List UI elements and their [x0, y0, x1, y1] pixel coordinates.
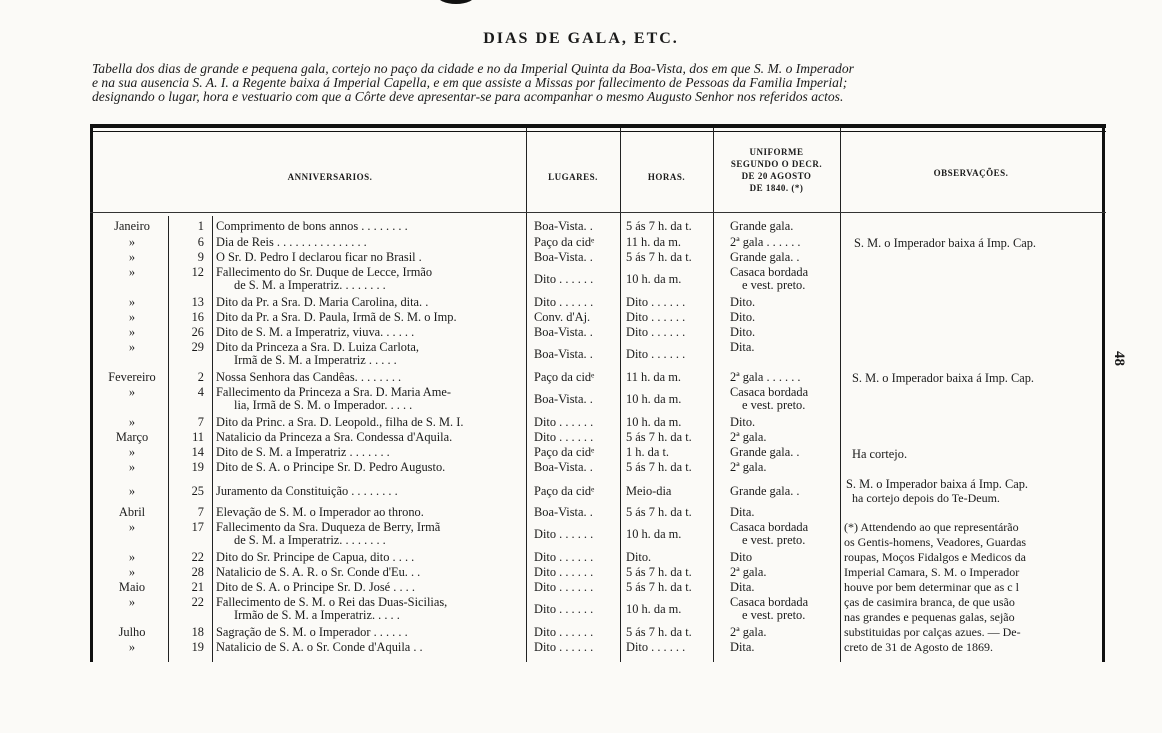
table-place: Dito . . . . . .	[534, 415, 594, 429]
table-description: Dito da Princ. a Sra. D. Leopold., filha de S. M. I.	[216, 415, 464, 429]
table-place: Dito . . . . . .	[534, 295, 594, 309]
table-uniform: 2ª gala . . . . . .	[730, 370, 801, 384]
decree-note-line: houve por bem determinar que as c l	[844, 580, 1019, 594]
table-place: Boa-Vista. .	[534, 392, 593, 406]
table-day: 12	[191, 265, 204, 279]
decree-note-line: os Gentis-homens, Veadores, Guardas	[844, 535, 1027, 549]
table-day: 7	[197, 505, 204, 519]
header-places: LUGARES.	[548, 172, 598, 182]
table-day: 1	[197, 219, 204, 233]
table-hour: 5 ás 7 h. da t.	[626, 505, 692, 519]
table-hour: 1 h. da t.	[626, 445, 670, 459]
table-month: »	[128, 460, 136, 474]
table-uniform: 2ª gala.	[730, 460, 767, 474]
gala-table	[90, 124, 1106, 662]
table-uniform: Grande gala.	[730, 219, 794, 233]
table-uniform: Dito.	[730, 310, 756, 324]
table-uniform: Grande gala. .	[730, 250, 800, 264]
table-day: 11	[192, 430, 204, 444]
table-uniform: Dita.	[730, 640, 755, 654]
table-description: Fallecimento da Sra. Duqueza de Berry, Irmã	[216, 520, 441, 534]
table-day: 22	[191, 595, 204, 609]
table-description-cont: Irmão de S. M. a Imperatriz. . . . .	[234, 608, 400, 622]
column-divider	[526, 128, 527, 662]
table-uniform: 2ª gala . . . . . .	[730, 235, 801, 249]
table-description: Natalicio de S. A. R. o Sr. Conde d'Eu. . .	[216, 565, 421, 579]
table-uniform: Dita.	[730, 505, 755, 519]
table-day: 16	[191, 310, 204, 324]
table-description-cont: de S. M. a Imperatriz. . . . . . . .	[234, 533, 386, 547]
table-description: Nossa Senhora das Candêas. . . . . . . .	[216, 370, 402, 384]
table-place: Dito . . . . . .	[534, 580, 594, 594]
decree-note-line: creto de 31 de Agosto de 1869.	[844, 640, 993, 654]
table-hour: 10 h. da m.	[626, 415, 682, 429]
table-uniform: Casaca bordada	[730, 265, 809, 279]
table-hour: 10 h. da m.	[626, 392, 682, 406]
header-uniform-line: UNIFORME	[749, 147, 804, 157]
column-divider	[620, 128, 621, 662]
table-day: 13	[191, 295, 204, 309]
header-observations: OBSERVAÇÕES.	[933, 168, 1009, 178]
table-place: Dito . . . . . .	[534, 527, 594, 541]
header-rule	[90, 212, 1106, 213]
table-month: »	[128, 295, 136, 309]
table-hour: Dito . . . . . .	[626, 640, 686, 654]
table-place: Dito . . . . . .	[534, 625, 594, 639]
table-day: 26	[191, 325, 204, 339]
table-month: »	[128, 595, 136, 609]
table-hour: 11 h. da m.	[626, 235, 681, 249]
table-place: Dito . . . . . .	[534, 602, 594, 616]
observation: ha cortejo depois do Te-Deum.	[852, 491, 1000, 505]
table-month: Março	[115, 430, 149, 444]
column-divider	[212, 216, 213, 662]
table-month: Maio	[118, 580, 146, 594]
table-month: »	[128, 310, 136, 324]
table-day: 14	[191, 445, 204, 459]
intro-line: Tabella dos dias de grande e pequena gala, cortejo no paço da cidade e no da Imperial Quinta da Boa-Vista, dos em que S. M. o Imperador	[92, 61, 854, 76]
table-description: Dito de S. A. o Principe Sr. D. José . . . .	[216, 580, 415, 594]
table-month: »	[128, 415, 136, 429]
table-uniform: Dito.	[730, 415, 756, 429]
table-hour: Dito . . . . . .	[626, 295, 686, 309]
observation: S. M. o Imperador baixa á Imp. Cap.	[846, 477, 1029, 491]
table-place: Boa-Vista. .	[534, 250, 593, 264]
decree-note-line: nas grandes e pequenas galas, sejão	[844, 610, 1015, 624]
table-day: 6	[197, 235, 204, 249]
table-uniform: Grande gala. .	[730, 484, 800, 498]
table-description: Dito de S. A. o Principe Sr. D. Pedro Augusto.	[216, 460, 446, 474]
table-month: Fevereiro	[108, 370, 156, 384]
table-hour: Dito.	[626, 550, 652, 564]
decree-note-line: (*) Attendendo ao que representárão	[844, 520, 1019, 534]
table-place: Paço da cidᵉ	[534, 445, 595, 459]
table-description: Dia de Reis . . . . . . . . . . . . . . .	[216, 235, 367, 249]
table-hour: 5 ás 7 h. da t.	[626, 580, 692, 594]
table-month: Janeiro	[114, 219, 150, 233]
table-place: Dito . . . . . .	[534, 565, 594, 579]
table-uniform: 2ª gala.	[730, 565, 767, 579]
decree-note-line: roupas, Moços Fidalgos e Medicos da	[844, 550, 1026, 564]
table-day: 7	[197, 415, 204, 429]
table-day: 22	[191, 550, 204, 564]
table-uniform: Dita.	[730, 580, 755, 594]
table-description: Dito da Pr. a Sra. D. Maria Carolina, dita. .	[216, 295, 429, 309]
table-place: Boa-Vista. .	[534, 460, 593, 474]
table-border-right	[1102, 128, 1105, 662]
table-hour: 5 ás 7 h. da t.	[626, 625, 692, 639]
table-description: Elevação de S. M. o Imperador ao throno.	[216, 505, 424, 519]
table-month: »	[128, 265, 136, 279]
table-description-cont: de S. M. a Imperatriz. . . . . . . .	[234, 278, 386, 292]
table-day: 19	[191, 640, 204, 654]
table-hour: Dito . . . . . .	[626, 325, 686, 339]
table-hour: 5 ás 7 h. da t.	[626, 565, 692, 579]
header-hours: HORAS.	[647, 172, 686, 182]
table-border-left	[90, 128, 93, 662]
table-uniform: 2ª gala.	[730, 625, 767, 639]
table-description: Dito de S. M. a Imperatriz . . . . . . .	[216, 445, 390, 459]
table-uniform: Grande gala. .	[730, 445, 800, 459]
table-description: Juramento da Constituição . . . . . . . .	[216, 484, 398, 498]
table-uniform: Dita.	[730, 340, 755, 354]
table-description: Sagração de S. M. o Imperador . . . . . .	[216, 625, 408, 639]
table-hour: 5 ás 7 h. da t.	[626, 460, 692, 474]
table-description: Fallecimento do Sr. Duque de Lecce, Irmão	[216, 265, 433, 279]
intro-paragraph	[92, 62, 1122, 104]
table-place: Paço da cidᵉ	[534, 235, 595, 249]
header-uniform-line: SEGUNDO O DECR.	[730, 159, 823, 169]
table-day: 21	[191, 580, 204, 594]
table-day: 2	[197, 370, 204, 384]
table-hour: 10 h. da m.	[626, 527, 682, 541]
table-place: Dito . . . . . .	[534, 272, 594, 286]
column-divider	[840, 128, 841, 662]
observation: S. M. o Imperador baixa á Imp. Cap.	[852, 371, 1035, 385]
table-month: »	[128, 445, 136, 459]
table-hour: Dito . . . . . .	[626, 347, 686, 361]
table-description: Dito do Sr. Principe de Capua, dito . . . .	[216, 550, 415, 564]
table-day: 28	[191, 565, 204, 579]
table-description: Natalicio da Princeza a Sra. Condessa d'Aquila.	[216, 430, 453, 444]
page-title: DIAS DE GALA, ETC.	[483, 30, 679, 47]
table-hour: Meio-dia	[626, 484, 672, 498]
table-uniform: Casaca bordada	[730, 520, 809, 534]
ink-blot	[436, 0, 476, 4]
table-hour: 10 h. da m.	[626, 272, 682, 286]
table-description: Natalicio de S. A. o Sr. Conde d'Aquila . .	[216, 640, 423, 654]
table-uniform-cont: e vest. preto.	[742, 398, 806, 412]
table-description: O Sr. D. Pedro I declarou ficar no Brasil .	[216, 250, 422, 264]
table-month: »	[128, 340, 136, 354]
table-hour: 5 ás 7 h. da t.	[626, 250, 692, 264]
decree-note-line: Imperial Camara, S. M. o Imperador	[844, 565, 1020, 579]
table-hour: 10 h. da m.	[626, 602, 682, 616]
page-number: 48	[1111, 351, 1127, 366]
table-hour: 11 h. da m.	[626, 370, 681, 384]
table-description: Comprimento de bons annos . . . . . . . .	[216, 219, 408, 233]
intro-line: designando o lugar, hora e vestuario com que a Côrte deve apresentar-se para acompanhar o mesmo Augusto Senhor nos referidos actos.	[92, 89, 844, 104]
decree-note-line: ças de casimira branca, de que usão	[844, 595, 1015, 609]
table-day: 9	[197, 250, 204, 264]
table-month: Julho	[118, 625, 146, 639]
column-divider	[713, 128, 714, 662]
table-place: Boa-Vista. .	[534, 347, 593, 361]
header-uniform	[713, 146, 840, 194]
table-month: Abril	[118, 505, 146, 519]
table-description: Dito da Pr. a Sra. D. Paula, Irmã de S. M. o Imp.	[216, 310, 457, 324]
table-day: 25	[191, 484, 204, 498]
table-month: »	[128, 385, 136, 399]
observation: Ha cortejo.	[852, 447, 908, 461]
table-description: Dito de S. M. a Imperatriz, viuva. . . . . .	[216, 325, 415, 339]
header-uniform-line: DE 1840. (*)	[749, 183, 804, 193]
table-uniform-cont: e vest. preto.	[742, 278, 806, 292]
table-day: 19	[191, 460, 204, 474]
table-description: Dito da Princeza a Sra. D. Luiza Carlota,	[216, 340, 419, 354]
table-place: Boa-Vista. .	[534, 505, 593, 519]
table-uniform: Dito.	[730, 325, 756, 339]
table-day: 29	[191, 340, 204, 354]
table-month: »	[128, 520, 136, 534]
table-uniform: Dito	[730, 550, 753, 564]
table-day: 17	[191, 520, 204, 534]
table-month: »	[128, 640, 136, 654]
observation: S. M. o Imperador baixa á Imp. Cap.	[854, 236, 1037, 250]
header-anniversaries: ANNIVERSARIOS.	[287, 172, 373, 182]
table-uniform: Casaca bordada	[730, 595, 809, 609]
header-uniform-line: DE 20 AGOSTO	[741, 171, 812, 181]
table-description-cont: lia, Irmã de S. M. o Imperador. . . . .	[234, 398, 413, 412]
table-month: »	[128, 550, 136, 564]
table-hour: 5 ás 7 h. da t.	[626, 430, 692, 444]
intro-line: e na sua ausencia S. A. I. a Regente baixa á Imperial Capella, e em que assiste a Missas por fallecimento de Pessoas da Familia Imperial;	[92, 75, 848, 90]
table-place: Paço da cidᵉ	[534, 370, 595, 384]
table-day: 18	[191, 625, 204, 639]
table-uniform: Casaca bordada	[730, 385, 809, 399]
table-uniform: 2ª gala.	[730, 430, 767, 444]
column-divider	[168, 216, 169, 662]
table-hour: 5 ás 7 h. da t.	[626, 219, 692, 233]
table-place: Conv. d'Aj.	[534, 310, 591, 324]
table-month: »	[128, 250, 136, 264]
table-place: Boa-Vista. .	[534, 325, 593, 339]
table-place: Dito . . . . . .	[534, 640, 594, 654]
table-uniform: Dito.	[730, 295, 756, 309]
table-hour: Dito . . . . . .	[626, 310, 686, 324]
table-place: Dito . . . . . .	[534, 430, 594, 444]
table-description: Fallecimento da Princeza a Sra. D. Maria Ame-	[216, 385, 451, 399]
table-month: »	[128, 325, 136, 339]
table-month: »	[128, 484, 136, 498]
table-description-cont: Irmã de S. M. a Imperatriz . . . . .	[234, 353, 397, 367]
table-place: Paço da cidᵉ	[534, 484, 595, 498]
table-uniform-cont: e vest. preto.	[742, 533, 806, 547]
table-description: Fallecimento de S. M. o Rei das Duas-Sicilias,	[216, 595, 448, 609]
table-place: Boa-Vista. .	[534, 219, 593, 233]
table-uniform-cont: e vest. preto.	[742, 608, 806, 622]
table-month: »	[128, 565, 136, 579]
table-month: »	[128, 235, 136, 249]
table-place: Dito . . . . . .	[534, 550, 594, 564]
decree-note-line: substituidas por calças azues. — De-	[844, 625, 1021, 639]
table-day: 4	[197, 385, 204, 399]
